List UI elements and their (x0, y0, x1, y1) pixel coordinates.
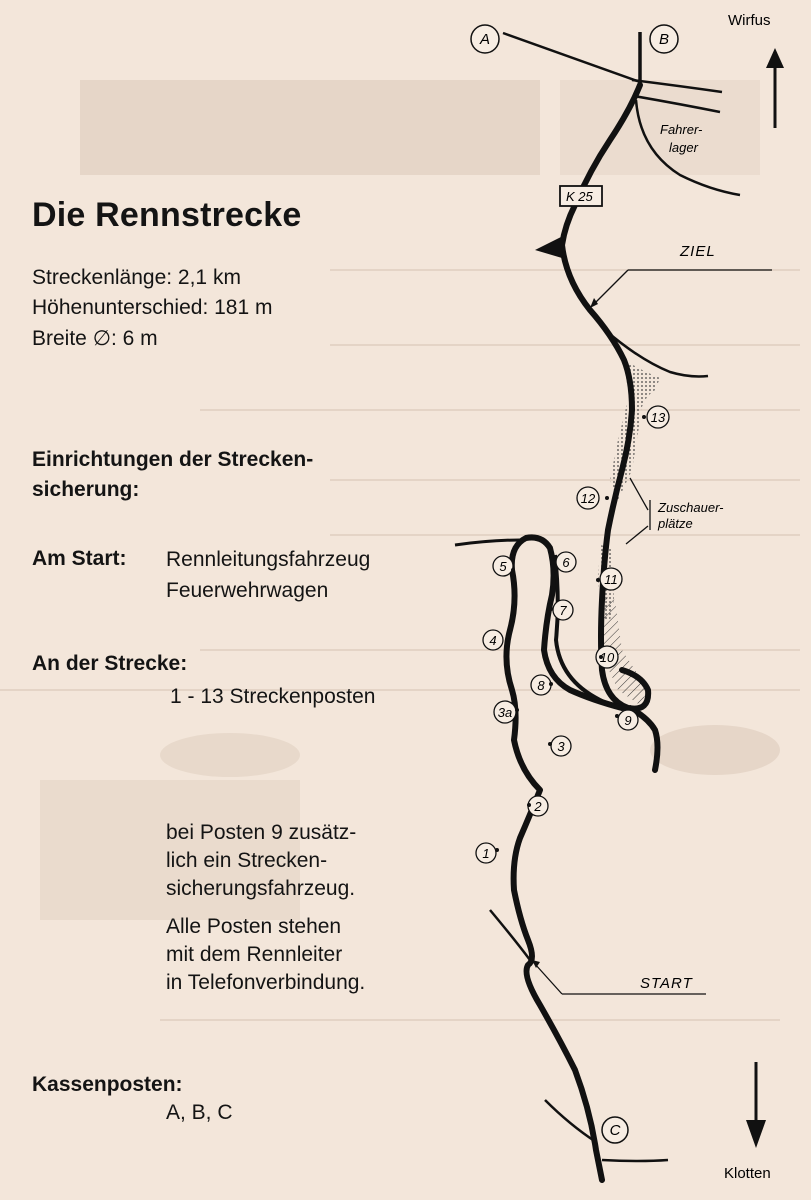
side-road-west (455, 540, 520, 545)
note-line-3: sicherungsfahrzeug. (166, 877, 356, 900)
south-label: Klotten (724, 1165, 771, 1182)
spectator-pointer-upper (630, 478, 648, 510)
north-label: Wirfus (728, 12, 771, 29)
track-width: Breite ∅: 6 m (32, 327, 158, 350)
road-c-east (602, 1160, 668, 1161)
cash-items: A, B, C (166, 1101, 233, 1124)
spectator-pointer-lower (626, 526, 648, 544)
south-arrow-icon (746, 1062, 766, 1148)
road-sign-label: K 25 (566, 189, 593, 204)
track-item: 1 - 13 Streckenposten (170, 685, 376, 708)
track-label: An der Strecke: (32, 652, 188, 675)
note-line-5: mit dem Rennleiter (166, 943, 343, 966)
start-label-map: START (640, 975, 693, 992)
note-line-2: lich ein Strecken- (166, 849, 328, 872)
post-7-label: 7 (559, 603, 567, 618)
note-line-1: bei Posten 9 zusätz- (166, 821, 357, 844)
post-12-label: 12 (580, 491, 596, 506)
road-east-lower (634, 96, 720, 112)
post-9-label: 9 (624, 713, 632, 728)
track-length: Streckenlänge: 2,1 km (32, 266, 241, 289)
post-13-label: 13 (650, 410, 666, 425)
start-pointer-arrow (535, 964, 562, 994)
finish-pointer-arrow (594, 270, 628, 304)
cash-point-a-label: A (479, 31, 491, 48)
north-arrow-icon (766, 48, 784, 128)
road-east-upper (632, 80, 722, 92)
finish-label: ZIEL (680, 243, 716, 260)
note-line-4: Alle Posten stehen (166, 915, 342, 938)
post-11-label: 11 (604, 572, 618, 587)
note-line-6: in Telefonverbindung. (166, 971, 366, 994)
start-label: Am Start: (32, 547, 127, 570)
spectator-label-2: plätze (658, 516, 693, 531)
safety-heading-line1: Einrichtungen der Strecken- (32, 448, 314, 471)
start-item-2: Feuerwehrwagen (166, 579, 329, 602)
junction-triangle (535, 235, 565, 258)
page-title: Die Rennstrecke (32, 196, 302, 234)
safety-heading-line2: sicherung: (32, 478, 140, 501)
post-8-label: 8 (537, 678, 545, 693)
start-item-1: Rennleitungsfahrzeug (166, 548, 371, 571)
cash-heading: Kassenposten: (32, 1073, 183, 1096)
post-5-label: 5 (499, 559, 507, 574)
spectator-label-1: Zuschauer- (658, 500, 724, 515)
post-10-label: 10 (599, 650, 615, 665)
post-2-label: 2 (534, 799, 542, 814)
elevation-difference: Höhenunterschied: 181 m (32, 296, 273, 319)
paddock-label-1: Fahrer- (660, 122, 703, 137)
post-1-label: 1 (482, 846, 490, 861)
post-6-label: 6 (562, 555, 570, 570)
paddock-label-2: lager (669, 140, 698, 155)
cash-point-b-label: B (658, 31, 670, 48)
road-a (503, 33, 640, 82)
post-3-label: 3 (557, 739, 565, 754)
cash-point-c-label: C (609, 1122, 621, 1139)
post-3a-label: 3a (497, 705, 513, 720)
post-4-label: 4 (489, 633, 497, 648)
